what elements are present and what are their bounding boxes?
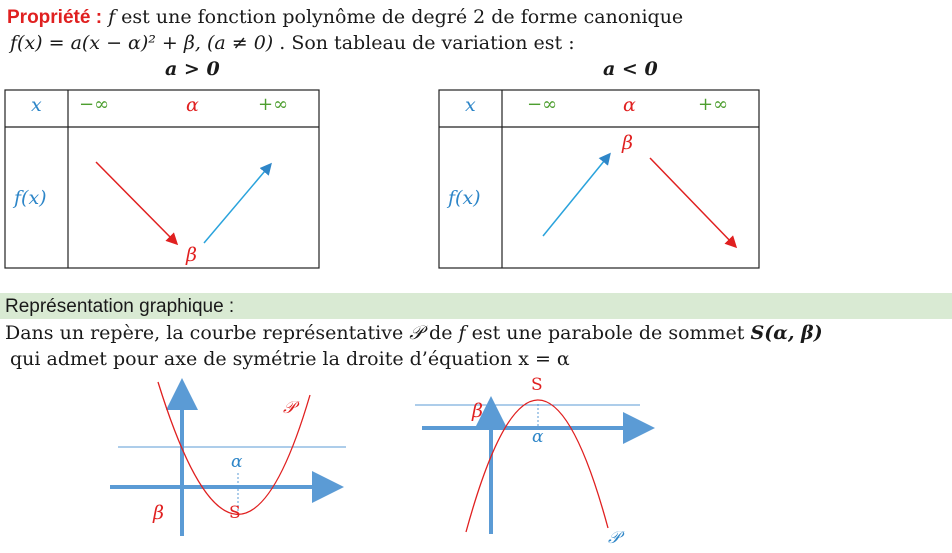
condition-a-positive: a > 0 [165,58,220,80]
table2-minus-infinity: −∞ [527,94,558,115]
function-symbol: f [108,6,116,28]
graph1-vertex: S [229,503,241,523]
graph1-beta: β [153,502,164,524]
table2-plus-infinity: +∞ [698,94,729,115]
table1-minus-infinity: −∞ [79,94,110,115]
table2-alpha: α [623,94,636,116]
increasing-arrow [543,155,609,236]
decreasing-arrow [96,162,176,243]
canonical-formula: f(x) = a(x − α)² + β, (a ≠ 0) [10,32,274,54]
graph2-alpha: α [532,427,544,447]
sentence1-part-b: de [429,322,453,344]
graph2-vertex: S [531,375,543,395]
table1-fx-label: f(x) [14,187,47,209]
table1-beta: β [186,244,197,266]
variation-table-positive [5,90,319,268]
table1-plus-infinity: +∞ [258,94,289,115]
table2-x-label: x [465,94,476,116]
table2-beta: β [622,132,633,154]
property-label: Propriété : [7,7,103,28]
graph-sentence-2: qui admet pour axe de symétrie la droite d’équation x = α [10,348,570,370]
sentence1-function: f [458,322,466,344]
graph-negative [415,400,643,534]
graph2-curve-label: 𝒫 [608,528,621,548]
property-text-1: est une fonction polynôme de degré 2 de forme canonique [121,6,684,28]
graph2-beta: β [472,400,483,422]
graph-positive [110,382,346,536]
decreasing-arrow [650,158,735,246]
property-text-2: . Son tableau de variation est : [279,32,575,54]
variation-table-negative [439,90,759,268]
sentence1-part-c: est une parabole de sommet [471,322,745,344]
increasing-arrow [204,165,270,243]
table1-alpha: α [186,94,199,116]
sentence1-part-a: Dans un repère, la courbe représentative [5,322,404,344]
table1-x-label: x [31,94,42,116]
curve-symbol: 𝒫 [409,322,423,344]
condition-a-negative: a < 0 [603,58,658,80]
graph-sentence-1 [5,322,823,344]
graph1-curve-label: 𝒫 [283,398,296,418]
graph1-alpha: α [231,452,243,472]
table2-fx-label: f(x) [448,187,481,209]
vertex-notation: S(α, β) [750,322,823,344]
section-title: Représentation graphique : [5,296,235,317]
